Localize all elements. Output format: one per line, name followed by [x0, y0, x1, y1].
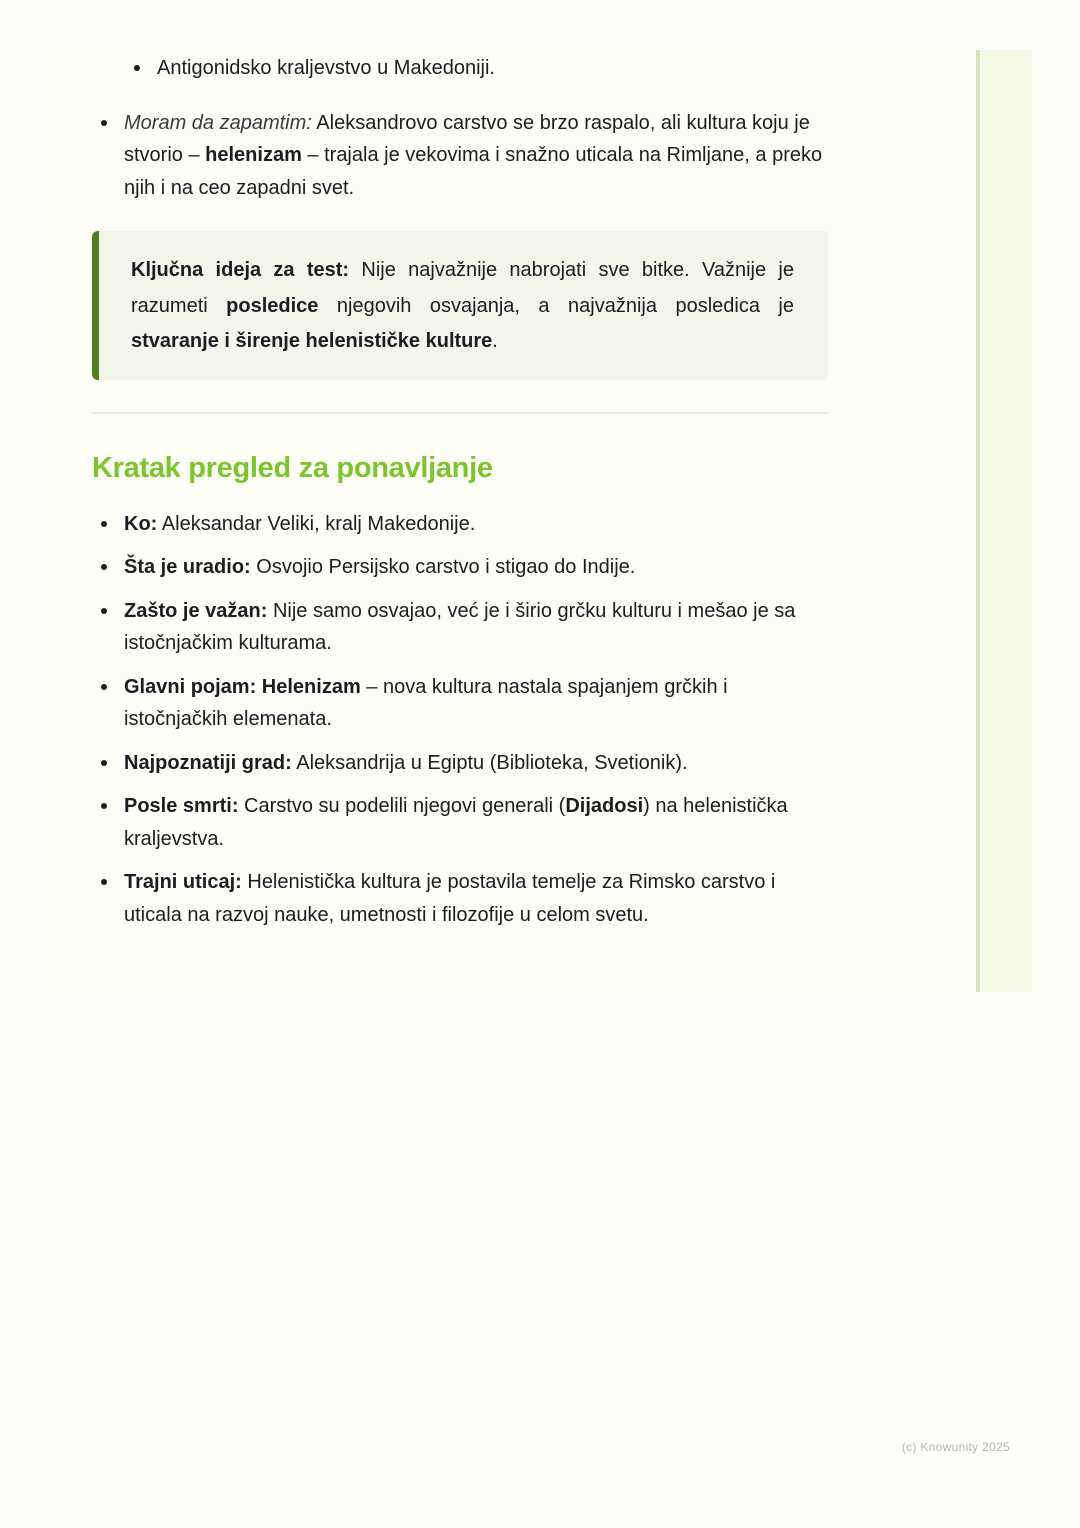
- summary-item-city: [92, 747, 828, 780]
- summary-item-concept: [92, 671, 828, 736]
- callout-text: njegovih osvajanja, a najvažnija posledica je: [318, 294, 794, 317]
- item-text: Osvojio Persijsko carstvo i stigao do Indije.: [250, 556, 636, 578]
- remember-label: Moram da zapamtim:: [124, 111, 312, 134]
- summary-item-after-death: [92, 790, 828, 855]
- section-divider: [92, 412, 828, 414]
- item-label: Najpoznatiji grad:: [124, 751, 292, 774]
- item-label: Zašto je važan:: [124, 599, 268, 622]
- item-text: Aleksandar Veliki, kralj Makedonije.: [157, 512, 476, 535]
- summary-item-who: [92, 508, 828, 541]
- remember-text: Aleksandrovo carstvo se brzo raspalo, ali kultura koju je stvorio –: [124, 111, 810, 166]
- summary-item-why: [92, 595, 828, 660]
- item-bold-diadochi: Dijadosi: [565, 795, 644, 817]
- nested-kingdom-list: [92, 52, 828, 85]
- section-title: Kratak pregled za ponavljanje: [92, 451, 493, 484]
- item-label: Šta je uradio:: [124, 556, 251, 578]
- side-strip: [976, 50, 1032, 992]
- item-text: Aleksandrija u Egiptu (Biblioteka, Svetionik).: [291, 751, 688, 774]
- summary-list: [92, 508, 828, 932]
- list-item-remember: [92, 107, 828, 205]
- callout-bold-consequences: posledice: [226, 294, 319, 317]
- item-text: Nije samo osvajao, već je i širio grčku kulturu i mešao je sa istočnjačkim kulturama.: [124, 599, 796, 654]
- callout-bold-hellenistic: stvaranje i širenje helenističke kulture: [131, 330, 493, 352]
- callout-text-end: .: [492, 330, 498, 352]
- document-content: [92, 48, 828, 931]
- callout-label: Ključna ideja za test:: [131, 259, 350, 281]
- item-text: Helenistička kultura je postavila temelje za Rimsko carstvo i uticala na razvoj nauke, umetnosti i filozofije u celom svetu.: [124, 871, 776, 926]
- key-idea-callout: [92, 231, 828, 380]
- item-label: Ko:: [124, 512, 158, 535]
- item-text-end: ) na helenistička kraljevstva.: [124, 795, 788, 850]
- remember-list: [92, 107, 828, 205]
- summary-item-what: [92, 551, 828, 584]
- remember-bold-term: helenizam: [205, 144, 302, 166]
- footer-copyright: (c) Knowunity 2025: [901, 1440, 1010, 1454]
- item-text: – nova kultura nastala spajanjem grčkih i istočnjačkih elemenata.: [124, 675, 728, 730]
- list-item: [92, 52, 828, 85]
- summary-item-legacy: [92, 866, 828, 931]
- item-label: Trajni uticaj:: [124, 871, 242, 893]
- list-item-text: Antigonidsko kraljevstvo u Makedoniji.: [157, 57, 495, 79]
- item-text: Carstvo su podelili njegovi generali (: [238, 795, 566, 817]
- callout-text: Nije najvažnije nabrojati sve bitke. Važnije je razumeti: [131, 259, 794, 317]
- item-label: Posle smrti:: [124, 795, 239, 817]
- remember-text-end: – trajala je vekovima i snažno uticala na Rimljane, a preko njih i na ceo zapadni svet.: [124, 144, 823, 199]
- item-label: Glavni pojam: Helenizam: [124, 675, 361, 698]
